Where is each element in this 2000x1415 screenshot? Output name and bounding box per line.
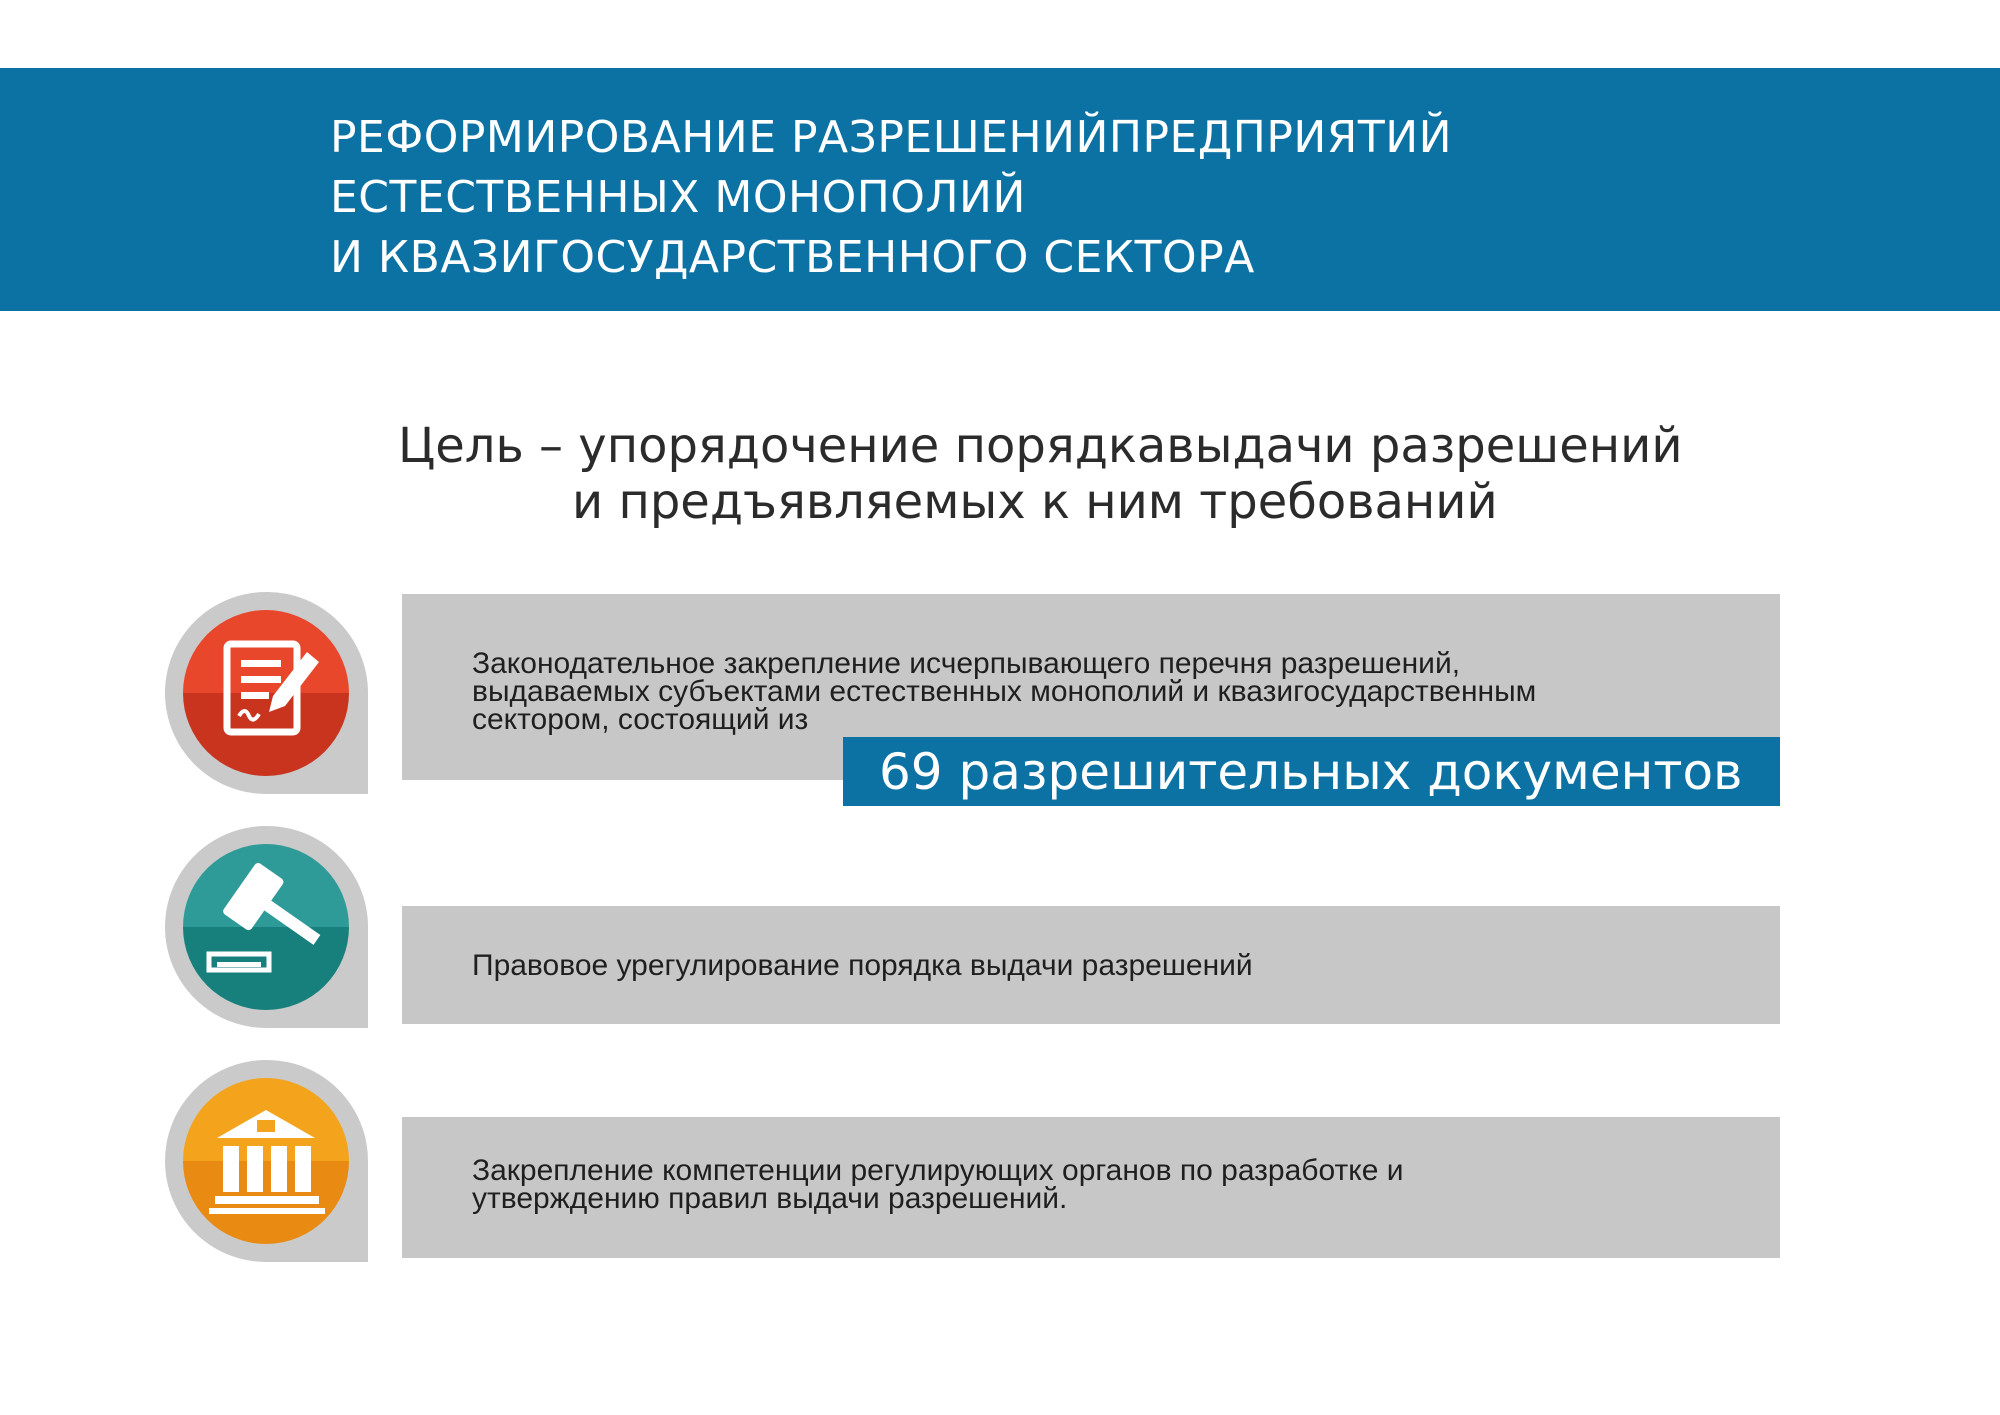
page-title (330, 108, 1452, 288)
goal-line: и предъявляемых к ним требований (572, 474, 1498, 530)
highlight-badge (843, 737, 1780, 806)
item-text (472, 949, 1253, 982)
document-pen-icon (165, 592, 368, 795)
item-text-line: Закрепление компетенции регулирующих органов по разработке и (472, 1154, 1404, 1187)
item-text-line: Законодательное закрепление исчерпывающего перечня разрешений, (472, 647, 1461, 680)
item-text (472, 1154, 1404, 1215)
item-card (402, 906, 1780, 1024)
gavel-icon (165, 826, 368, 1029)
item-text-line: сектором, состоящий из (472, 703, 809, 736)
government-building-icon (165, 1060, 368, 1263)
item-text-line: выдаваемых субъектами естественных монополий и квазигосударственным (472, 675, 1537, 708)
highlight-text: 69 разрешительных документов (879, 743, 1743, 801)
item-text-line: Правовое урегулирование порядка выдачи разрешений (472, 949, 1253, 982)
page-title-line: РЕФОРМИРОВАНИЕ РАЗРЕШЕНИЙПРЕДПРИЯТИЙ (330, 112, 1453, 163)
page-title-line: И КВАЗИГОСУДАРСТВЕННОГО СЕКТОРА (330, 232, 1255, 283)
item-card (402, 1117, 1780, 1258)
item-text-line: утверждению правил выдачи разрешений. (472, 1182, 1068, 1215)
item-text (472, 647, 1537, 736)
goal-line: Цель – упорядочение порядкавыдачи разрешений (398, 418, 1683, 474)
page-title-line: ЕСТЕСТВЕННЫХ МОНОПОЛИЙ (330, 172, 1026, 223)
